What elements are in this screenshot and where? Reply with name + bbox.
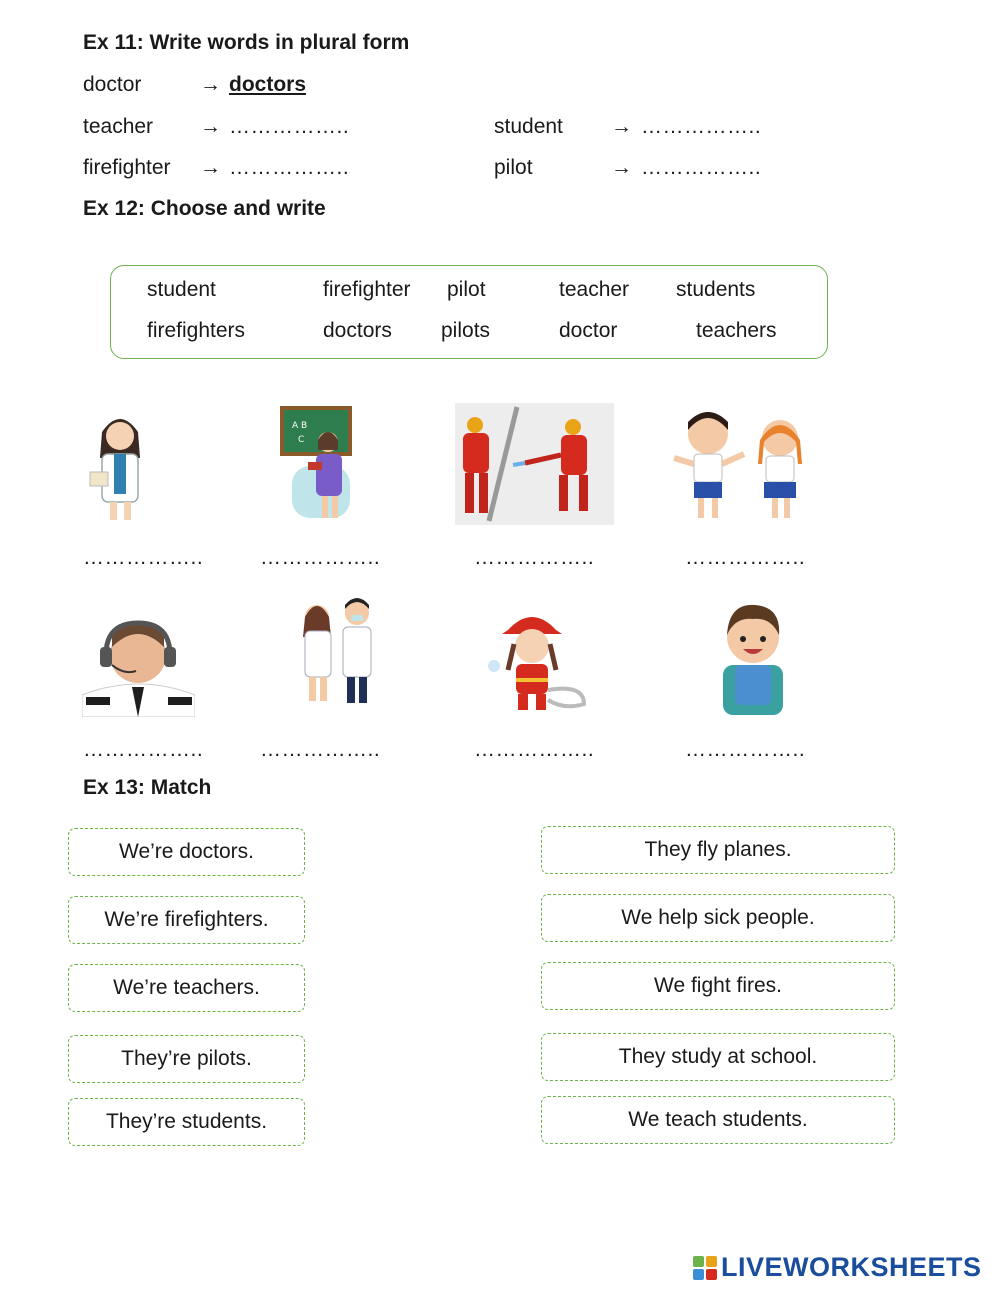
svg-text:A B: A B xyxy=(292,421,308,431)
ex12-answer-blank-5[interactable]: …………….. xyxy=(83,738,204,761)
students-picture xyxy=(670,408,810,524)
bank-word: pilot xyxy=(447,278,486,301)
bank-word: student xyxy=(147,278,216,301)
arrow-icon: → xyxy=(200,73,221,96)
word-bank xyxy=(110,265,828,359)
pilot-picture xyxy=(82,617,195,717)
match-left-item[interactable]: We’re firefighters. xyxy=(68,896,305,944)
arrow-icon: → xyxy=(611,115,632,138)
teacher-picture xyxy=(280,406,356,526)
ex11-word-teacher: teacher xyxy=(83,115,154,138)
ex11-example-answer: doctors xyxy=(229,73,307,96)
firefighters-picture xyxy=(455,403,614,525)
ex11-answer-blank-teacher[interactable]: …………….. xyxy=(229,115,350,138)
bank-word: firefighter xyxy=(323,278,411,301)
logo-text: LIVEWORKSHEETS xyxy=(721,1252,982,1282)
match-right-item[interactable]: We help sick people. xyxy=(541,894,895,942)
match-left-item[interactable]: We’re teachers. xyxy=(68,964,305,1012)
ex12-title: Ex 12: Choose and write xyxy=(83,197,326,220)
ex12-answer-blank-8[interactable]: …………….. xyxy=(685,738,806,761)
ex12-answer-blank-2[interactable]: …………….. xyxy=(260,546,381,569)
ex12-answer-blank-4[interactable]: …………….. xyxy=(685,546,806,569)
ex11-answer-blank-pilot[interactable]: …………….. xyxy=(641,156,762,179)
ex12-answer-blank-7[interactable]: …………….. xyxy=(474,738,595,761)
arrow-icon: → xyxy=(611,156,632,179)
match-right-item[interactable]: We teach students. xyxy=(541,1096,895,1144)
liveworksheets-logo xyxy=(693,1252,982,1283)
svg-text:C: C xyxy=(298,435,305,445)
bank-word: teachers xyxy=(696,319,777,342)
arrow-icon: → xyxy=(200,156,221,179)
match-left-item[interactable]: We’re doctors. xyxy=(68,828,305,876)
bank-word: doctor xyxy=(559,319,618,342)
match-right-item[interactable]: They fly planes. xyxy=(541,826,895,874)
match-right-item[interactable]: We fight fires. xyxy=(541,962,895,1010)
ex11-word-pilot: pilot xyxy=(494,156,533,179)
firefighter-girl-picture xyxy=(484,604,592,716)
ex11-word-firefighter: firefighter xyxy=(83,156,171,179)
ex12-answer-blank-3[interactable]: …………….. xyxy=(474,546,595,569)
female-doctor-picture xyxy=(84,410,156,525)
bank-word: students xyxy=(676,278,756,301)
ex11-answer-blank-firefighter[interactable]: …………….. xyxy=(229,156,350,179)
student-boy-picture xyxy=(719,601,787,717)
ex11-word-doctor: doctor xyxy=(83,73,142,96)
match-right-item[interactable]: They study at school. xyxy=(541,1033,895,1081)
bank-word: doctors xyxy=(323,319,392,342)
match-left-item[interactable]: They’re students. xyxy=(68,1098,305,1146)
bank-word: teacher xyxy=(559,278,630,301)
ex11-title: Ex 11: Write words in plural form xyxy=(83,31,410,54)
match-left-item[interactable]: They’re pilots. xyxy=(68,1035,305,1083)
ex11-word-student: student xyxy=(494,115,563,138)
ex11-answer-blank-student[interactable]: …………….. xyxy=(641,115,762,138)
bank-word: firefighters xyxy=(147,319,246,342)
ex13-title: Ex 13: Match xyxy=(83,776,212,799)
arrow-icon: → xyxy=(200,115,221,138)
bank-word: pilots xyxy=(441,319,491,342)
logo-blocks-icon xyxy=(693,1256,717,1280)
ex12-answer-blank-6[interactable]: …………….. xyxy=(260,738,381,761)
doctors-picture xyxy=(295,597,387,707)
ex12-answer-blank-1[interactable]: …………….. xyxy=(83,546,204,569)
